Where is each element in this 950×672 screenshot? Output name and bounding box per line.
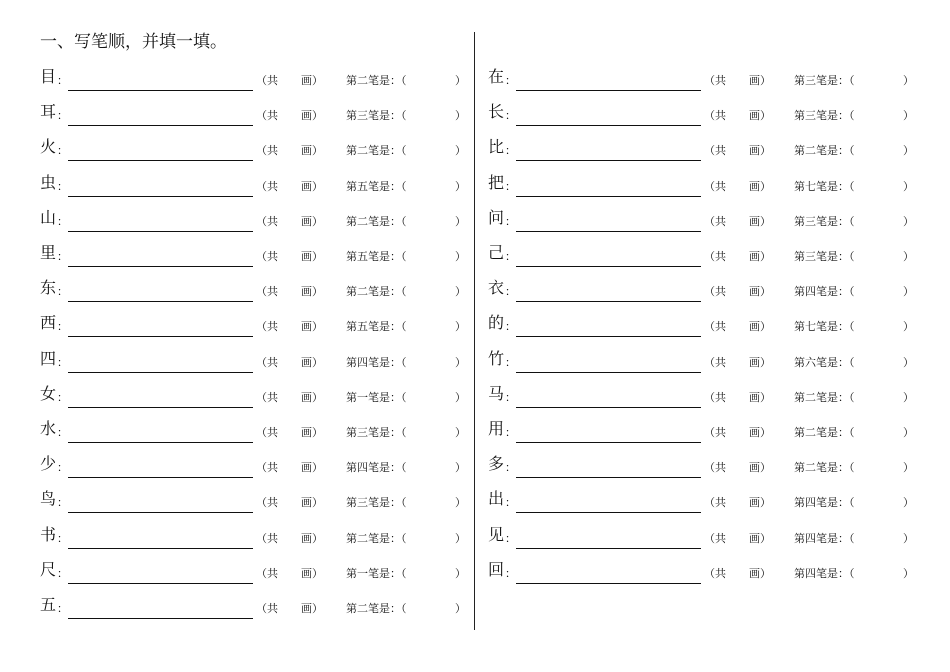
- stroke-order-blank[interactable]: [68, 125, 253, 126]
- target-character: 把: [488, 172, 505, 192]
- exercise-row-right-1: [488, 64, 918, 94]
- stroke-count-open: （共: [256, 426, 278, 439]
- stroke-count-open: （共: [704, 144, 726, 158]
- answer-close-paren: ）: [903, 214, 914, 228]
- answer-close-paren: ）: [903, 144, 914, 158]
- colon: ：: [505, 496, 516, 510]
- target-character: 竹: [488, 348, 505, 368]
- colon: ：: [505, 390, 516, 404]
- colon: ：: [57, 214, 68, 228]
- colon: ：: [505, 320, 516, 334]
- stroke-question: 第二笔是：（: [346, 602, 407, 615]
- stroke-count-open: （共: [256, 496, 278, 510]
- stroke-order-blank[interactable]: [68, 90, 253, 91]
- stroke-count-open: （共: [256, 74, 278, 87]
- exercise-row-left-12: [40, 451, 470, 481]
- stroke-count-close: 画）: [749, 566, 771, 580]
- stroke-count-open: （共: [704, 285, 726, 299]
- exercise-row-right-12: [488, 451, 918, 481]
- colon: ：: [57, 320, 68, 334]
- target-character: 鸟: [40, 489, 57, 509]
- target-character: 西: [40, 313, 57, 333]
- stroke-order-blank[interactable]: [516, 336, 701, 337]
- stroke-question: 第二笔是：（: [346, 144, 407, 158]
- stroke-count-open: （共: [256, 566, 278, 580]
- stroke-count-close: 画）: [301, 285, 323, 299]
- exercise-row-left-6: [40, 240, 470, 270]
- stroke-count-close: 画）: [749, 461, 771, 475]
- target-character: 四: [40, 348, 57, 368]
- target-character: 衣: [488, 278, 505, 298]
- stroke-question: 第三笔是：（: [346, 109, 407, 123]
- stroke-count-open: （共: [704, 74, 726, 87]
- exercise-row-right-4: [488, 170, 918, 200]
- stroke-order-blank[interactable]: [68, 407, 253, 408]
- stroke-question: 第二笔是：（: [346, 285, 407, 299]
- colon: ：: [505, 250, 516, 263]
- stroke-order-blank[interactable]: [68, 160, 253, 161]
- answer-close-paren: ）: [903, 355, 914, 369]
- answer-close-paren: ）: [455, 179, 466, 193]
- exercise-row-right-2: [488, 99, 918, 129]
- stroke-order-blank[interactable]: [516, 231, 701, 232]
- answer-close-paren: ）: [455, 496, 466, 510]
- stroke-count-open: （共: [704, 320, 726, 334]
- exercise-row-right-6: [488, 240, 918, 270]
- stroke-question: 第一笔是：（: [346, 390, 407, 404]
- stroke-order-blank[interactable]: [68, 372, 253, 373]
- answer-close-paren: ）: [455, 426, 466, 439]
- exercise-row-left-10: [40, 381, 470, 411]
- target-character: 马: [488, 383, 505, 403]
- colon: ：: [57, 109, 68, 123]
- answer-close-paren: ）: [903, 566, 914, 580]
- stroke-order-blank[interactable]: [516, 477, 701, 478]
- answer-close-paren: ）: [455, 390, 466, 404]
- answer-close-paren: ）: [903, 461, 914, 475]
- answer-close-paren: ）: [455, 320, 466, 334]
- exercise-row-left-1: [40, 64, 470, 94]
- answer-close-paren: ）: [455, 109, 466, 123]
- stroke-order-blank[interactable]: [516, 196, 701, 197]
- colon: ：: [505, 179, 516, 193]
- stroke-count-close: 画）: [301, 144, 323, 158]
- stroke-count-open: （共: [704, 461, 726, 475]
- colon: ：: [505, 355, 516, 369]
- stroke-count-open: （共: [256, 602, 278, 615]
- stroke-count-open: （共: [704, 109, 726, 123]
- target-character: 用: [488, 419, 505, 438]
- stroke-question: 第二笔是：（: [346, 74, 407, 87]
- stroke-count-close: 画）: [749, 426, 771, 439]
- target-character: 耳: [40, 102, 57, 122]
- colon: ：: [57, 566, 68, 580]
- stroke-count-close: 画）: [301, 461, 323, 475]
- stroke-question: 第二笔是：（: [794, 390, 855, 404]
- stroke-count-open: （共: [256, 531, 278, 545]
- stroke-count-close: 画）: [749, 531, 771, 545]
- stroke-count-close: 画）: [301, 531, 323, 545]
- colon: ：: [505, 531, 516, 545]
- target-character: 的: [488, 313, 505, 333]
- colon: ：: [57, 461, 68, 475]
- stroke-question: 第四笔是：（: [794, 285, 855, 299]
- colon: ：: [505, 109, 516, 123]
- stroke-order-blank[interactable]: [68, 512, 253, 513]
- stroke-order-blank[interactable]: [516, 90, 701, 91]
- stroke-count-close: 画）: [301, 355, 323, 369]
- exercise-row-left-7: [40, 275, 470, 305]
- target-character: 比: [488, 137, 505, 157]
- exercise-row-left-14: [40, 522, 470, 552]
- target-character: 尺: [40, 559, 57, 579]
- colon: ：: [505, 426, 516, 439]
- exercise-row-left-16: [40, 592, 470, 622]
- stroke-count-close: 画）: [749, 496, 771, 510]
- stroke-question: 第五笔是：（: [346, 250, 407, 263]
- exercise-row-right-3: [488, 134, 918, 164]
- stroke-count-close: 画）: [749, 390, 771, 404]
- answer-close-paren: ）: [903, 320, 914, 334]
- stroke-order-blank[interactable]: [68, 266, 253, 267]
- stroke-order-blank[interactable]: [516, 160, 701, 161]
- stroke-count-close: 画）: [749, 214, 771, 228]
- stroke-order-blank[interactable]: [68, 442, 253, 443]
- exercise-row-right-14: [488, 522, 918, 552]
- exercise-row-left-5: [40, 205, 470, 235]
- stroke-order-blank[interactable]: [68, 196, 253, 197]
- colon: ：: [57, 390, 68, 404]
- exercise-row-right-13: [488, 486, 918, 516]
- stroke-count-close: 画）: [301, 390, 323, 404]
- stroke-question: 第四笔是：（: [794, 531, 855, 545]
- target-character: 女: [40, 383, 57, 403]
- stroke-count-close: 画）: [749, 320, 771, 334]
- colon: ：: [57, 144, 68, 158]
- stroke-order-blank[interactable]: [516, 548, 701, 549]
- colon: ：: [57, 285, 68, 299]
- stroke-count-open: （共: [704, 566, 726, 580]
- stroke-count-close: 画）: [749, 250, 771, 263]
- answer-close-paren: ）: [455, 250, 466, 263]
- exercise-row-left-3: [40, 134, 470, 164]
- stroke-count-close: 画）: [749, 355, 771, 369]
- stroke-order-blank[interactable]: [516, 266, 701, 267]
- colon: ：: [505, 214, 516, 228]
- colon: ：: [505, 144, 516, 158]
- target-character: 书: [40, 524, 57, 544]
- stroke-count-open: （共: [256, 109, 278, 123]
- answer-close-paren: ）: [455, 566, 466, 580]
- stroke-count-close: 画）: [749, 74, 771, 87]
- stroke-question: 第四笔是：（: [346, 461, 407, 475]
- answer-close-paren: ）: [903, 250, 914, 263]
- target-character: 里: [40, 243, 57, 262]
- stroke-count-open: （共: [256, 144, 278, 158]
- stroke-count-close: 画）: [749, 109, 771, 123]
- stroke-count-open: （共: [256, 390, 278, 404]
- target-character: 火: [40, 137, 57, 157]
- stroke-count-close: 画）: [301, 426, 323, 439]
- stroke-count-open: （共: [704, 390, 726, 404]
- target-character: 水: [40, 419, 57, 438]
- stroke-count-open: （共: [704, 179, 726, 193]
- stroke-question: 第四笔是：（: [794, 496, 855, 510]
- stroke-order-blank[interactable]: [516, 442, 701, 443]
- stroke-count-open: （共: [256, 461, 278, 475]
- exercise-row-right-11: [488, 416, 918, 446]
- colon: ：: [57, 426, 68, 439]
- stroke-question: 第二笔是：（: [794, 461, 855, 475]
- colon: ：: [57, 531, 68, 545]
- exercise-row-left-9: [40, 346, 470, 376]
- stroke-question: 第七笔是：（: [794, 179, 855, 193]
- target-character: 问: [488, 207, 505, 227]
- stroke-order-blank[interactable]: [516, 407, 701, 408]
- stroke-order-blank[interactable]: [68, 336, 253, 337]
- exercise-row-right-8: [488, 310, 918, 340]
- stroke-count-open: （共: [256, 214, 278, 228]
- stroke-order-blank[interactable]: [68, 548, 253, 549]
- stroke-count-open: （共: [256, 250, 278, 263]
- colon: ：: [57, 250, 68, 263]
- stroke-order-blank[interactable]: [68, 231, 253, 232]
- stroke-order-blank[interactable]: [516, 583, 701, 584]
- stroke-question: 第四笔是：（: [794, 566, 855, 580]
- answer-close-paren: ）: [903, 285, 914, 299]
- stroke-count-close: 画）: [301, 109, 323, 123]
- exercise-row-right-5: [488, 205, 918, 235]
- answer-close-paren: ）: [455, 74, 466, 87]
- colon: ：: [57, 496, 68, 510]
- answer-close-paren: ）: [903, 496, 914, 510]
- stroke-question: 第二笔是：（: [794, 144, 855, 158]
- stroke-count-open: （共: [256, 320, 278, 334]
- exercise-row-left-2: [40, 99, 470, 129]
- stroke-order-blank[interactable]: [68, 583, 253, 584]
- stroke-question: 第二笔是：（: [346, 214, 407, 228]
- worksheet-title: 一、写笔顺，并填一填。: [40, 32, 227, 52]
- answer-close-paren: ）: [455, 144, 466, 158]
- stroke-order-blank[interactable]: [68, 477, 253, 478]
- stroke-question: 第二笔是：（: [794, 426, 855, 439]
- stroke-order-blank[interactable]: [68, 301, 253, 302]
- stroke-order-blank[interactable]: [516, 125, 701, 126]
- stroke-count-open: （共: [704, 250, 726, 263]
- exercise-row-right-10: [488, 381, 918, 411]
- stroke-question: 第三笔是：（: [346, 496, 407, 510]
- stroke-question: 第三笔是：（: [794, 214, 855, 228]
- stroke-count-open: （共: [256, 285, 278, 299]
- stroke-question: 第六笔是：（: [794, 355, 855, 369]
- answer-close-paren: ）: [903, 74, 914, 87]
- stroke-count-close: 画）: [749, 179, 771, 193]
- target-character: 出: [488, 489, 505, 509]
- exercise-row-left-4: [40, 170, 470, 200]
- colon: ：: [57, 602, 68, 615]
- target-character: 目: [40, 67, 57, 86]
- target-character: 见: [488, 524, 505, 544]
- colon: ：: [57, 74, 68, 87]
- target-character: 虫: [40, 172, 57, 192]
- stroke-count-open: （共: [704, 531, 726, 545]
- colon: ：: [57, 179, 68, 193]
- stroke-count-close: 画）: [749, 285, 771, 299]
- exercise-row-right-7: [488, 275, 918, 305]
- answer-close-paren: ）: [455, 531, 466, 545]
- colon: ：: [505, 566, 516, 580]
- exercise-row-left-15: [40, 557, 470, 587]
- target-character: 回: [488, 559, 505, 579]
- answer-close-paren: ）: [455, 214, 466, 228]
- stroke-count-open: （共: [704, 496, 726, 510]
- stroke-count-close: 画）: [301, 320, 323, 334]
- stroke-question: 第三笔是：（: [346, 426, 407, 439]
- stroke-count-open: （共: [704, 426, 726, 439]
- answer-close-paren: ）: [455, 355, 466, 369]
- stroke-count-open: （共: [704, 214, 726, 228]
- stroke-count-close: 画）: [301, 496, 323, 510]
- stroke-order-blank[interactable]: [68, 618, 253, 619]
- stroke-count-close: 画）: [749, 144, 771, 158]
- stroke-question: 第二笔是：（: [346, 531, 407, 545]
- target-character: 少: [40, 454, 57, 474]
- stroke-question: 第七笔是：（: [794, 320, 855, 334]
- answer-close-paren: ）: [903, 426, 914, 439]
- answer-close-paren: ）: [903, 390, 914, 404]
- target-character: 多: [488, 454, 505, 474]
- answer-close-paren: ）: [903, 109, 914, 123]
- stroke-count-open: （共: [256, 355, 278, 369]
- stroke-order-blank[interactable]: [516, 512, 701, 513]
- stroke-question: 第三笔是：（: [794, 74, 855, 87]
- colon: ：: [505, 461, 516, 475]
- target-character: 己: [488, 243, 505, 262]
- target-character: 在: [488, 67, 505, 86]
- exercise-row-left-11: [40, 416, 470, 446]
- stroke-question: 第一笔是：（: [346, 566, 407, 580]
- stroke-order-blank[interactable]: [516, 372, 701, 373]
- exercise-row-right-9: [488, 346, 918, 376]
- stroke-question: 第五笔是：（: [346, 179, 407, 193]
- exercise-row-left-8: [40, 310, 470, 340]
- answer-close-paren: ）: [455, 461, 466, 475]
- answer-close-paren: ）: [455, 602, 466, 615]
- exercise-row-left-13: [40, 486, 470, 516]
- stroke-count-close: 画）: [301, 179, 323, 193]
- stroke-count-close: 画）: [301, 566, 323, 580]
- column-divider: [474, 32, 475, 630]
- stroke-question: 第三笔是：（: [794, 109, 855, 123]
- stroke-count-close: 画）: [301, 74, 323, 87]
- colon: ：: [505, 74, 516, 87]
- stroke-count-open: （共: [704, 355, 726, 369]
- stroke-count-close: 画）: [301, 250, 323, 263]
- target-character: 五: [40, 595, 57, 614]
- stroke-question: 第三笔是：（: [794, 250, 855, 263]
- answer-close-paren: ）: [903, 179, 914, 193]
- target-character: 东: [40, 278, 57, 298]
- stroke-count-close: 画）: [301, 214, 323, 228]
- stroke-count-close: 画）: [301, 602, 323, 615]
- target-character: 山: [40, 207, 57, 227]
- stroke-question: 第四笔是：（: [346, 355, 407, 369]
- stroke-question: 第五笔是：（: [346, 320, 407, 334]
- answer-close-paren: ）: [455, 285, 466, 299]
- target-character: 长: [488, 102, 505, 122]
- stroke-count-open: （共: [256, 179, 278, 193]
- colon: ：: [57, 355, 68, 369]
- stroke-order-blank[interactable]: [516, 301, 701, 302]
- answer-close-paren: ）: [903, 531, 914, 545]
- colon: ：: [505, 285, 516, 299]
- exercise-row-right-15: [488, 557, 918, 587]
